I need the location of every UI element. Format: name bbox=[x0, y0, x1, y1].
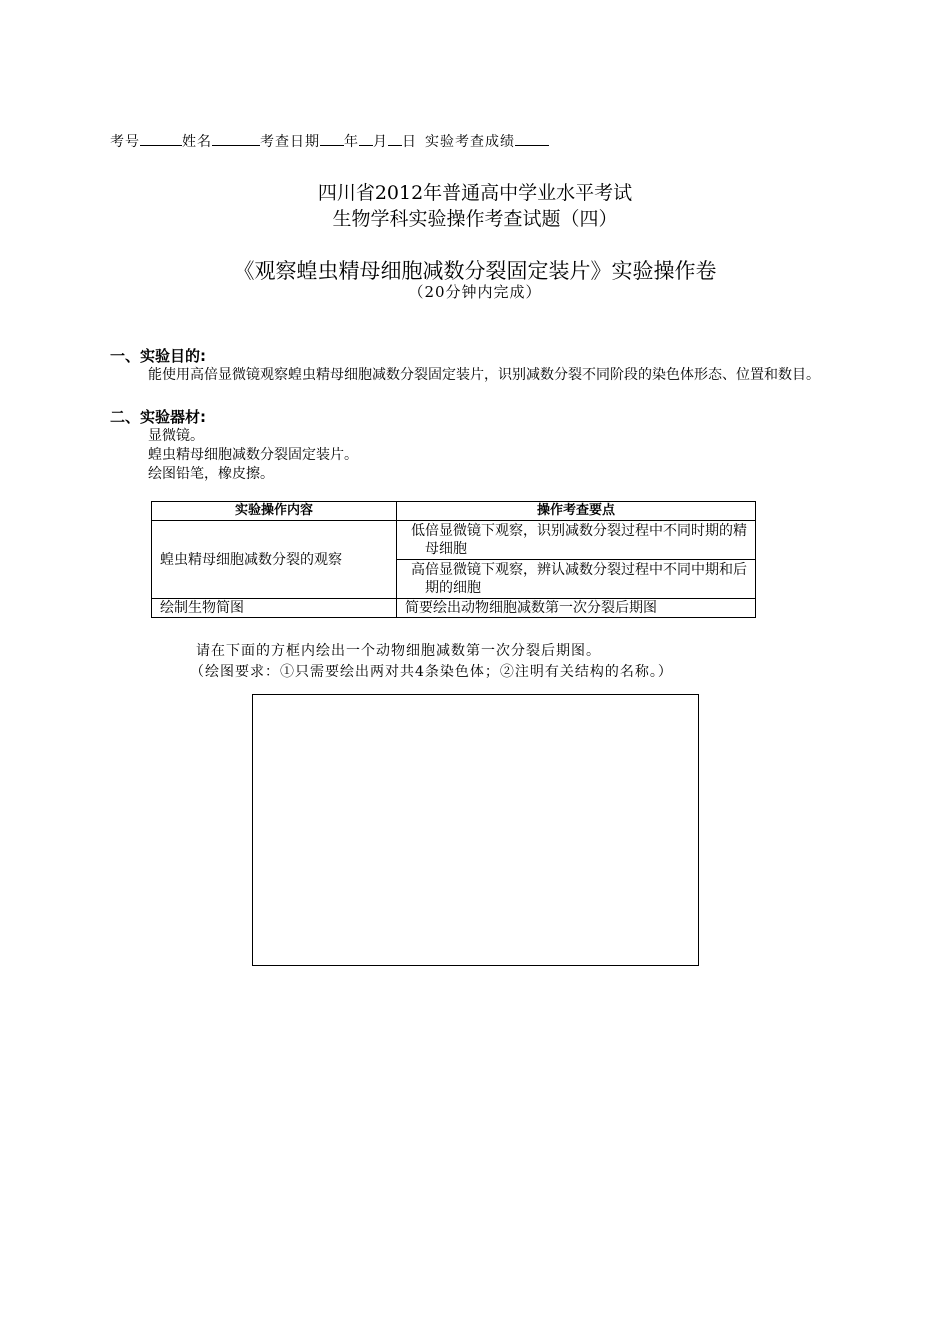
table-row bbox=[152, 521, 756, 560]
section-purpose-heading: 一、实验目的: bbox=[110, 347, 206, 365]
time-limit: （20分钟内完成） bbox=[408, 283, 542, 301]
score-label: 实验考查成绩 bbox=[425, 134, 515, 150]
drawing-area-box[interactable] bbox=[252, 694, 699, 966]
exam-no-blank[interactable] bbox=[140, 131, 182, 146]
table-cell-drawing-point: 简要绘出动物细胞减数第一次分裂后期图 bbox=[397, 599, 756, 618]
table-header-row bbox=[152, 502, 756, 521]
material-item: 绘图铅笔，橡皮擦。 bbox=[148, 466, 274, 482]
table-header-content: 实验操作内容 bbox=[152, 502, 397, 521]
exam-subtitle: 生物学科实验操作考查试题（四） bbox=[332, 208, 618, 230]
year-label: 年 bbox=[344, 134, 359, 150]
table-cell-high-power: 高倍显微镜下观察，辨认减数分裂过程中不同中期和后期的细胞 bbox=[397, 560, 756, 599]
exam-title: 四川省2012年普通高中学业水平考试 bbox=[317, 182, 633, 204]
table-header-points: 操作考查要点 bbox=[397, 502, 756, 521]
day-label: 日 bbox=[402, 134, 417, 150]
drawing-requirements: （绘图要求：①只需要绘出两对共4条染色体；②注明有关结构的名称。） bbox=[190, 664, 673, 680]
year-blank[interactable] bbox=[320, 131, 344, 146]
material-item: 显微镜。 bbox=[148, 428, 204, 444]
table-cell-observation: 蝗虫精母细胞减数分裂的观察 bbox=[152, 521, 397, 599]
score-blank[interactable] bbox=[515, 131, 549, 146]
table-cell-drawing: 绘制生物简图 bbox=[152, 599, 397, 618]
month-label: 月 bbox=[373, 134, 388, 150]
drawing-instruction: 请在下面的方框内绘出一个动物细胞减数第一次分裂后期图。 bbox=[196, 643, 601, 659]
section-materials-heading: 二、实验器材: bbox=[110, 408, 206, 426]
table-row bbox=[152, 599, 756, 618]
name-label: 姓名 bbox=[182, 134, 212, 150]
day-blank[interactable] bbox=[388, 131, 402, 146]
exam-info-line bbox=[110, 131, 549, 151]
material-item: 蝗虫精母细胞减数分裂固定装片。 bbox=[148, 447, 358, 463]
table-cell-low-power: 低倍显微镜下观察，识别减数分裂过程中不同时期的精母细胞 bbox=[397, 521, 756, 560]
operations-table bbox=[151, 501, 756, 618]
date-label: 考查日期 bbox=[260, 134, 320, 150]
paper-title: 《观察蝗虫精母细胞减数分裂固定装片》实验操作卷 bbox=[233, 259, 717, 283]
section-purpose-text: 能使用高倍显微镜观察蝗虫精母细胞减数分裂固定装片，识别减数分裂不同阶段的染色体形态、位置和数目。 bbox=[148, 367, 820, 383]
name-blank[interactable] bbox=[212, 131, 260, 146]
month-blank[interactable] bbox=[359, 131, 373, 146]
exam-no-label: 考号 bbox=[110, 134, 140, 150]
